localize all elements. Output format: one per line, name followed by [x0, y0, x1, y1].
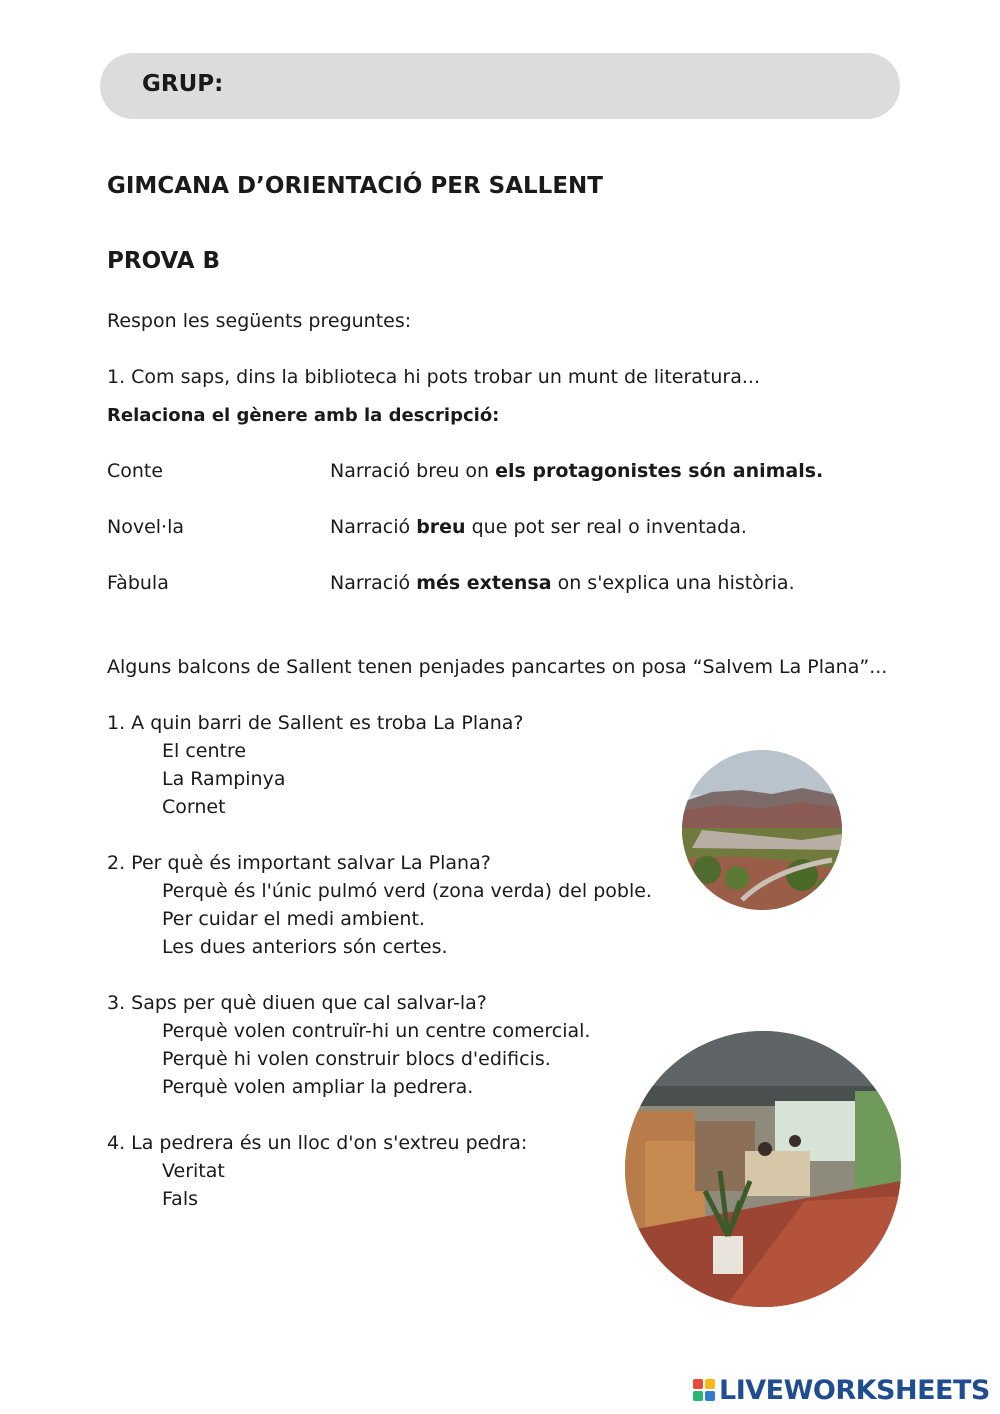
genre-item[interactable]: Fàbula [107, 572, 169, 594]
logo-square [705, 1379, 715, 1389]
group-name-bar [100, 53, 900, 119]
description-item[interactable] [330, 460, 823, 482]
description-item[interactable] [330, 572, 795, 594]
answer-option[interactable]: Perquè és l'únic pulmó verd (zona verda) del poble. [162, 880, 652, 902]
genre-item[interactable]: Conte [107, 460, 164, 482]
intro-text: Respon les següents preguntes: [107, 310, 412, 332]
group-label: GRUP: [142, 71, 224, 97]
page-title: GIMCANA D’ORIENTACIÓ PER SALLENT [107, 173, 603, 199]
logo-square [693, 1391, 703, 1401]
description-emphasis: breu [416, 516, 466, 538]
liveworksheets-logo[interactable] [693, 1374, 990, 1406]
description-text: Narració [330, 572, 417, 594]
genre-item[interactable]: Novel·la [107, 516, 185, 538]
answer-option[interactable]: Cornet [162, 796, 226, 818]
logo-square [705, 1391, 715, 1401]
logo-text: LIVEWORKSHEETS [719, 1374, 990, 1406]
description-item[interactable] [330, 516, 747, 538]
question-3: 3. Saps per què diuen que cal salvar-la? [107, 992, 487, 1014]
answer-option[interactable]: La Rampinya [162, 768, 286, 790]
answer-option[interactable]: Les dues anteriors són certes. [162, 936, 448, 958]
description-emphasis: els protagonistes són animals. [495, 460, 824, 482]
description-text: Narració breu on [330, 460, 496, 482]
group-name-input[interactable] [240, 65, 864, 109]
question-2: 2. Per què és important salvar La Plana? [107, 852, 491, 874]
question-literature: 1. Com saps, dins la biblioteca hi pots trobar un munt de literatura... [107, 366, 760, 388]
page-subtitle: PROVA B [107, 248, 221, 274]
description-text: Narració [330, 516, 417, 538]
plana-intro: Alguns balcons de Sallent tenen penjades pancartes on posa “Salvem La Plana”... [107, 656, 888, 678]
landscape-photo [682, 750, 842, 910]
answer-option[interactable]: Per cuidar el medi ambient. [162, 908, 425, 930]
answer-option[interactable]: Veritat [162, 1160, 225, 1182]
answer-option[interactable]: Perquè volen contruïr-hi un centre comercial. [162, 1020, 591, 1042]
question-4: 4. La pedrera és un lloc d'on s'extreu pedra: [107, 1132, 528, 1154]
answer-option[interactable]: El centre [162, 740, 247, 762]
description-emphasis: més extensa [416, 572, 552, 594]
matching-instruction: Relaciona el gènere amb la descripció: [107, 405, 500, 426]
answer-option[interactable]: Perquè hi volen construir blocs d'edificis. [162, 1048, 551, 1070]
library-photo [625, 1031, 901, 1307]
question-1: 1. A quin barri de Sallent es troba La Plana? [107, 712, 524, 734]
logo-mark-icon [693, 1379, 715, 1401]
description-text: que pot ser real o inventada. [465, 516, 747, 538]
answer-option[interactable]: Perquè volen ampliar la pedrera. [162, 1076, 474, 1098]
description-text: on s'explica una història. [551, 572, 795, 594]
answer-option[interactable]: Fals [162, 1188, 199, 1210]
logo-square [693, 1379, 703, 1389]
